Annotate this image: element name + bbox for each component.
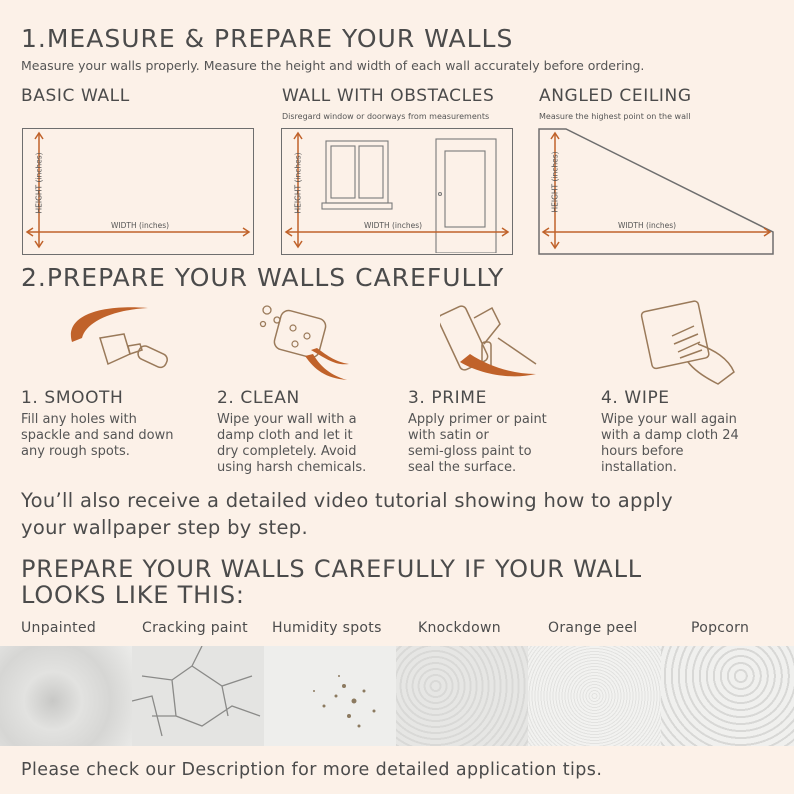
section1-subtitle: Measure your walls properly. Measure the height and width of each wall accurately before ordering. [21, 58, 645, 73]
step-title: 4. WIPE [601, 388, 670, 408]
width-label: WIDTH (inches) [111, 221, 170, 230]
texture-label-unpainted: Unpainted [21, 620, 97, 636]
texture-label-humidity: Humidity spots [272, 620, 382, 636]
angled-wall-diagram [538, 128, 774, 255]
height-label: HEIGHT (inches) [34, 152, 44, 214]
window-icon [322, 141, 392, 209]
paint-roller-icon [440, 298, 550, 384]
height-label: HEIGHT (inches) [293, 152, 303, 214]
section3-title: PREPARE YOUR WALLS CAREFULLY IF YOUR WALL LOOKS LIKE THIS: [21, 555, 642, 609]
texture-label-orange-peel: Orange peel [548, 620, 638, 636]
wall-note-obstacles: Disregard window or doorways from measurements [282, 112, 490, 121]
step-wipe [601, 388, 781, 476]
height-label: HEIGHT (inches) [550, 151, 560, 213]
texture-label-knockdown: Knockdown [418, 620, 501, 636]
section2-title: 2.PREPARE YOUR WALLS CAREFULLY [21, 263, 505, 292]
texture-photo-orange-peel [528, 646, 661, 746]
step-text: Apply primer or paint with satin or semi-gloss paint to seal the surface. [408, 412, 547, 475]
wall-title-basic: BASIC WALL [21, 86, 130, 106]
texture-photo-strip [0, 646, 794, 746]
texture-label-popcorn: Popcorn [691, 620, 750, 636]
spatula-icon [60, 298, 180, 382]
wall-title-obstacles: WALL WITH OBSTACLES [282, 86, 495, 106]
wiping-hand-icon [634, 300, 744, 386]
wall-note-angled: Measure the highest point on the wall [539, 112, 691, 121]
sponge-icon [255, 300, 355, 388]
width-label: WIDTH (inches) [618, 221, 677, 230]
obstacles-wall-diagram [281, 128, 513, 255]
step-title: 2. CLEAN [217, 388, 300, 408]
texture-photo-unpainted [0, 646, 132, 746]
measure-arrows-basic [23, 129, 252, 253]
texture-photo-knockdown [396, 646, 528, 746]
width-label: WIDTH (inches) [364, 221, 423, 230]
door-icon [436, 139, 496, 253]
texture-photo-humidity [264, 646, 396, 746]
step-title: 1. SMOOTH [21, 388, 124, 408]
step-text: Fill any holes with spackle and sand down any rough spots. [21, 412, 174, 459]
step-clean [217, 388, 397, 476]
wall-title-angled: ANGLED CEILING [539, 86, 692, 106]
section1-title: 1.MEASURE & PREPARE YOUR WALLS [21, 24, 514, 53]
texture-label-cracking: Cracking paint [142, 620, 248, 636]
step-text: Wipe your wall with a damp cloth and let it dry completely. Avoid using harsh chemicals. [217, 412, 367, 475]
texture-photo-cracking [132, 646, 264, 746]
texture-photo-popcorn [661, 646, 794, 746]
step-text: Wipe your wall again with a damp cloth 24 hours before installation. [601, 412, 739, 475]
tutorial-note: You’ll also receive a detailed video tutorial showing how to apply your wallpaper step by step. [21, 489, 673, 539]
footer-note: Please check our Description for more detailed application tips. [21, 760, 603, 780]
step-smooth [21, 388, 201, 460]
basic-wall-diagram [22, 128, 254, 255]
step-prime [408, 388, 588, 476]
step-title: 3. PRIME [408, 388, 487, 408]
